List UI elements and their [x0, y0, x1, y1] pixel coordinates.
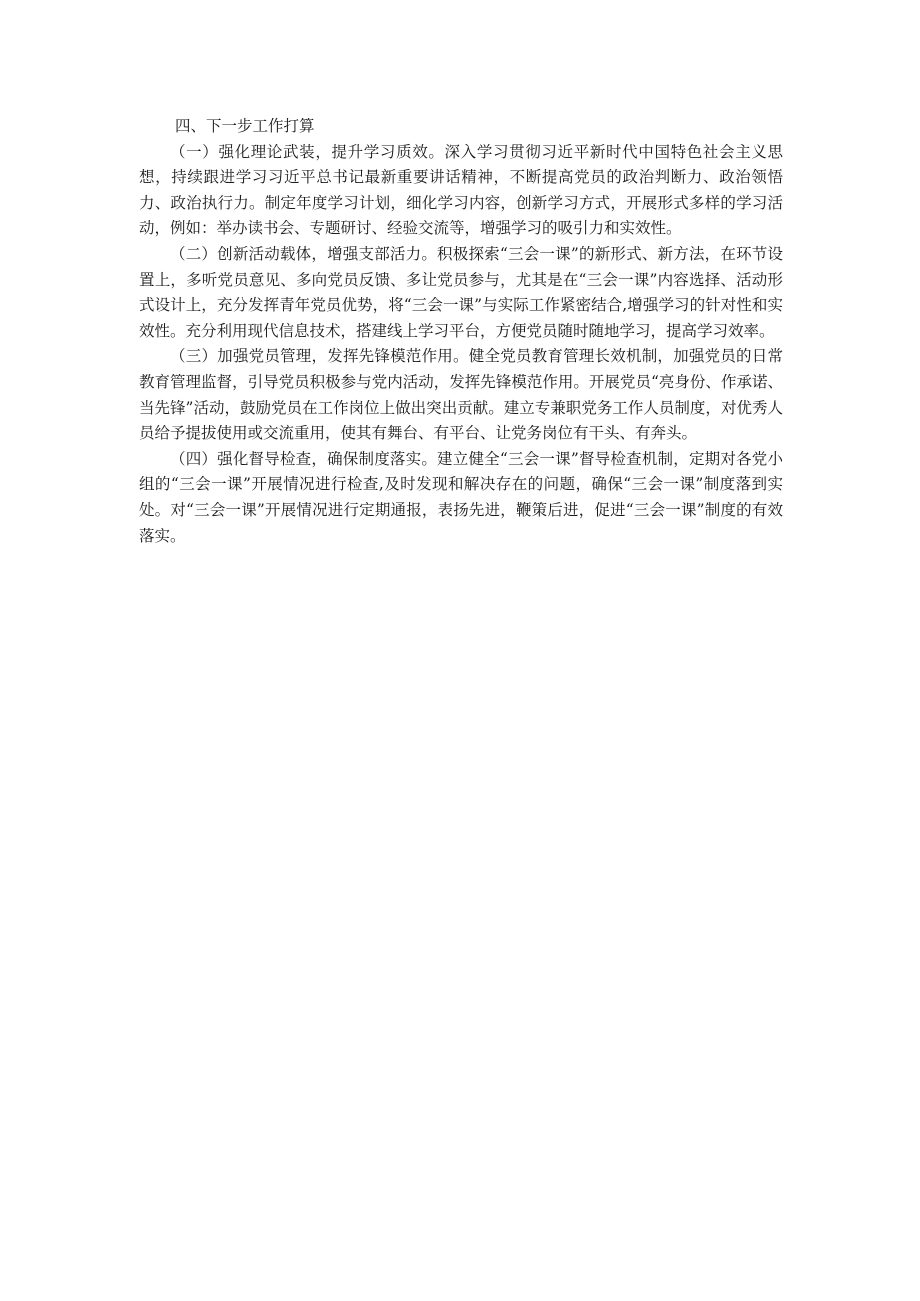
section-heading: 四、下一步工作打算: [175, 117, 315, 135]
paragraph-4: （四）强化督导检查，确保制度落实。建立健全“三会一课”督导检查机制，定期对各党小组的“三会一课”开展情况进行检查,及时发现和解决存在的问题，确保“三会一课”制度落到实处。对“三会一课”开展情况进行定期通报，表扬先进，鞭策后进，促进“三会一课”制度的有效落实。: [139, 449, 783, 545]
document-body: [139, 114, 783, 549]
paragraph-2: （二）创新活动载体，增强支部活力。积极探索“三会一课”的新形式、新方法，在环节设置上，多听党员意见、多向党员反馈、多让党员参与，尤其是在“三会一课”内容选择、活动形式设计上，充分发挥青年党员优势，将“三会一课”与实际工作紧密结合,增强学习的针对性和实效性。充分利用现代信息技术，搭建线上学习平台，方便党员随时随地学习，提高学习效率。: [139, 244, 783, 340]
paragraph-1: （一）强化理论武装，提升学习质效。深入学习贯彻习近平新时代中国特色社会主义思想，持续跟进学习习近平总书记最新重要讲话精神，不断提高党员的政治判断力、政治领悟力、政治执行力。制定年度学习计划，细化学习内容，创新学习方式，开展形式多样的学习活动，例如：举办读书会、专题研讨、经验交流等，增强学习的吸引力和实效性。: [139, 142, 783, 238]
paragraph-3: （三）加强党员管理，发挥先锋模范作用。健全党员教育管理长效机制，加强党员的日常教育管理监督，引导党员积极参与党内活动，发挥先锋模范作用。开展党员“亮身份、作承诺、当先锋”活动，鼓励党员在工作岗位上做出突出贡献。建立专兼职党务工作人员制度，对优秀人员给予提拔使用或交流重用，使其有舞台、有平台、让党务岗位有干头、有奔头。: [139, 347, 783, 443]
